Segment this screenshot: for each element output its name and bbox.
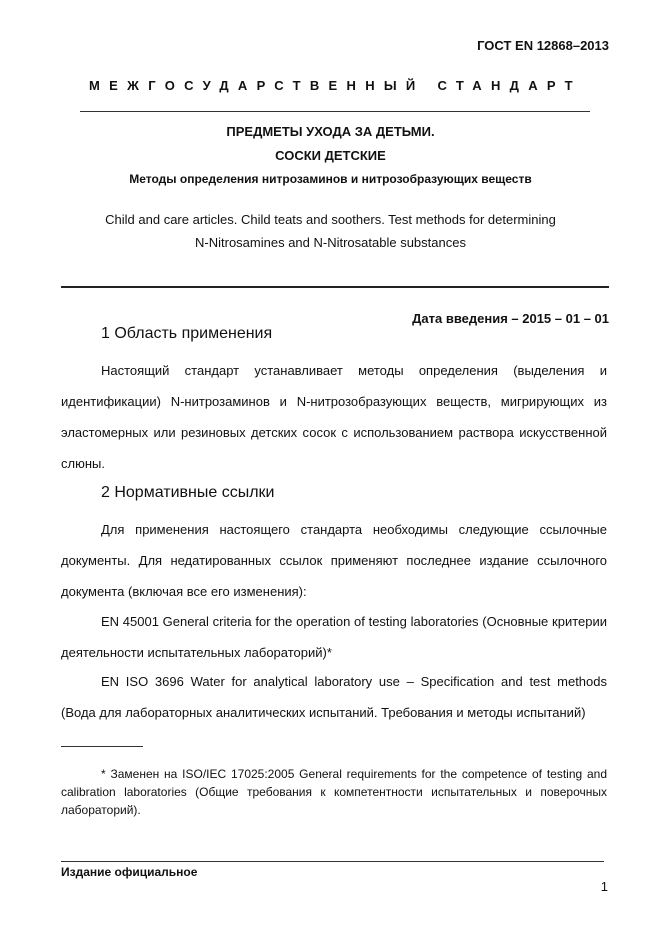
section-2-intro-paragraph: Для применения настоящего стандарта необходимы следующие ссылочные документы. Для недатированных ссылок применяют последнее издание ссылочного документа (включая все его изменения): — [61, 522, 607, 599]
section-2-heading: 2 Нормативные ссылки — [101, 484, 275, 501]
section-1-heading: 1 Область применения — [101, 325, 273, 342]
reference-en-iso-3696: EN ISO 3696 Water for analytical laboratory use – Specification and test methods (Вода для лабораторных аналитических испытаний. Требования и методы испытаний) — [61, 674, 607, 720]
document-code: ГОСТ EN 12868–2013 — [477, 38, 609, 53]
introduction-date: Дата введения – 2015 – 01 – 01 — [412, 311, 609, 326]
interstate-standard-label: МЕЖГОСУДАРСТВЕННЫЙ СТАНДАРТ — [89, 78, 582, 93]
page-number: 1 — [600, 879, 608, 894]
document-title-line-2: СОСКИ ДЕТСКИЕ — [275, 148, 386, 163]
reference-en-45001: EN 45001 General criteria for the operation of testing laboratories (Основные критерии деятельности испытательных лабораторий)* — [61, 614, 607, 660]
document-title-line-1: ПРЕДМЕТЫ УХОДА ЗА ДЕТЬМИ. — [226, 124, 435, 139]
document-subtitle: Методы определения нитрозаминов и нитрозобразующих веществ — [129, 172, 532, 186]
english-title-line-2: N-Nitrosamines and N-Nitrosatable substances — [195, 235, 466, 250]
english-title — [0, 208, 661, 254]
title-divider — [80, 111, 590, 112]
footer-divider — [61, 861, 604, 862]
footnote-divider — [61, 746, 143, 747]
edition-label: Издание официальное — [61, 865, 198, 879]
header-thick-rule — [61, 286, 609, 288]
section-1-paragraph: Настоящий стандарт устанавливает методы определения (выделения и идентификации) N-нитрозаминов и N-нитрозобразующих веществ, мигрирующих из эластомерных или резиновых детских сосок с использованием раствора искусственной слюны. — [61, 363, 607, 471]
footnote: * Заменен на ISO/IEC 17025:2005 General requirements for the competence of testing and calibration laboratories (Общие требования к компетентности испытательных и поверочных лабораторий). — [61, 767, 607, 817]
english-title-line-1: Child and care articles. Child teats and soothers. Test methods for determining — [105, 212, 556, 227]
